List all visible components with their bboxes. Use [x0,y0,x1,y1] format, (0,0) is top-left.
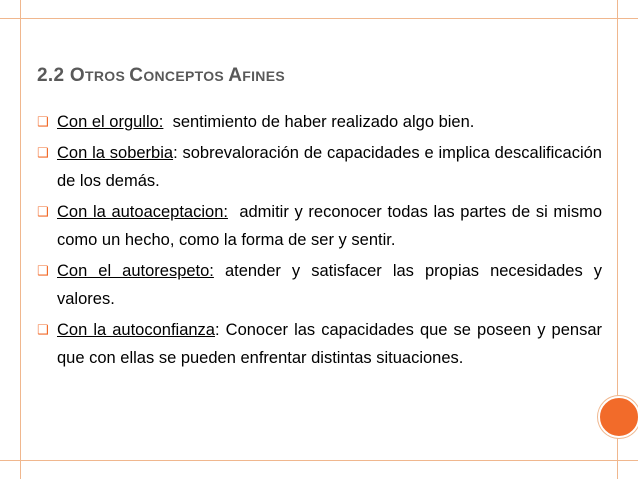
title-cap-1: O [69,65,85,86]
bullet-text: atender y satisfacer las propias necesidades y valores. [57,262,603,308]
frame-line-left [20,0,21,479]
slide-title [37,65,285,87]
bullet-separator [163,113,172,131]
bullet-separator: : [173,144,183,162]
bullet-separator [214,262,225,280]
bullet-separator: : [215,321,226,339]
bullet-item-orgullo [37,108,602,136]
square-bullet-icon: ❑ [37,145,49,160]
title-number: 2.2 [37,65,70,86]
bullet-term: Con la autoaceptacion: [57,203,228,221]
square-bullet-icon: ❑ [37,204,49,219]
bullet-item-autoconfianza [37,316,602,372]
square-bullet-icon: ❑ [37,322,49,337]
title-cap-2: C [129,65,144,86]
bullet-list [37,108,602,375]
bullet-term: Con el autorespeto: [57,262,214,280]
title-rest-3: FINES [242,68,285,84]
title-rest-1: TROS [85,68,130,84]
frame-line-bottom [0,460,638,461]
bullet-term: Con el orgullo: [57,113,164,131]
title-cap-3: A [228,65,243,86]
square-bullet-icon: ❑ [37,114,49,129]
bullet-item-autoaceptacion [37,198,602,254]
frame-line-top [0,18,638,19]
bullet-term: Con la soberbia [57,144,174,162]
bullet-text: sentimiento de haber realizado algo bien. [172,113,475,131]
bullet-separator [228,203,239,221]
bullet-item-soberbia [37,139,602,195]
bullet-text: Conocer las capacidades que se poseen y pensar que con ellas se pueden enfrentar distintas situaciones. [57,321,603,367]
bullet-text: sobrevaloración de capacidades e implica descalificación de los demás. [57,144,602,190]
orange-circle-decoration [598,396,638,438]
square-bullet-icon: ❑ [37,263,49,278]
bullet-text: admitir y reconocer todas las partes de si mismo como un hecho, como la forma de ser y sentir. [57,203,603,249]
bullet-item-autorespeto [37,257,602,313]
bullet-term: Con la autoconfianza [57,321,215,339]
title-rest-2: ONCEPTOS [143,68,229,84]
